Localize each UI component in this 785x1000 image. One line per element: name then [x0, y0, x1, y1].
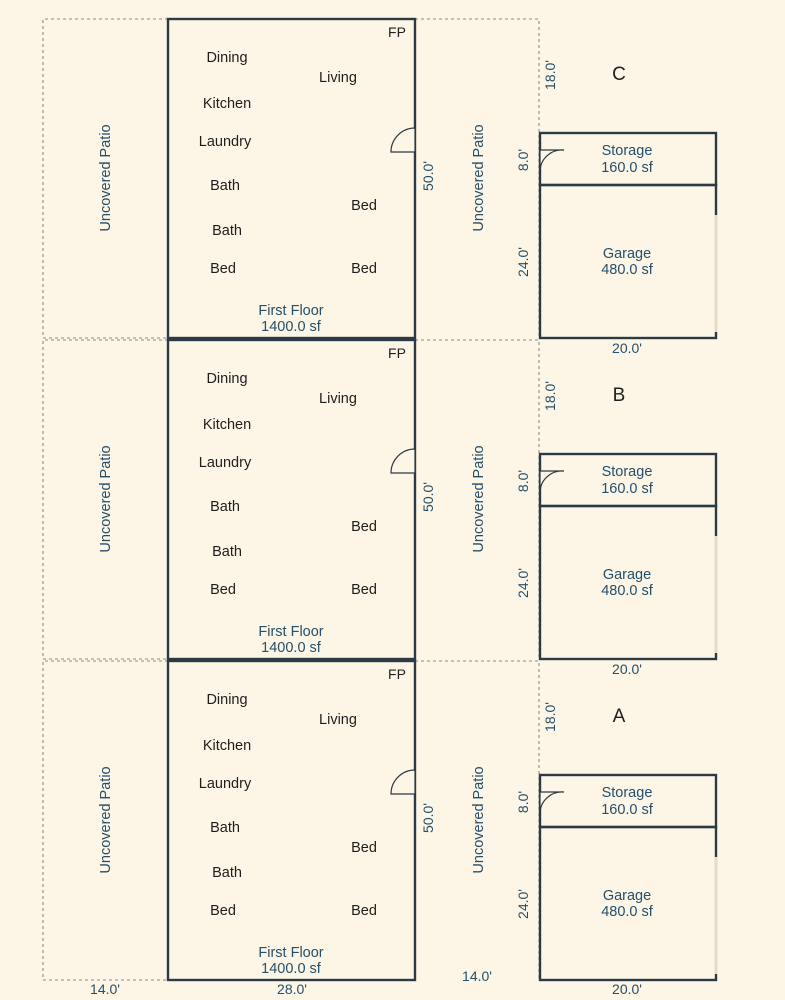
room-label-bath: Bath: [210, 820, 240, 836]
room-label-dining: Dining: [206, 50, 248, 66]
dim-garage-offset: 18.0': [542, 60, 558, 90]
storage-label: Storage: [601, 464, 653, 480]
garage-area-label: 480.0 sf: [601, 904, 653, 920]
dim-left-patio-width: 14.0': [90, 981, 120, 997]
house-walls: [168, 340, 415, 659]
dim-garage-width: 20.0': [612, 661, 642, 677]
garage-area-label: 480.0 sf: [601, 262, 653, 278]
dim-house-width: 28.0': [277, 981, 307, 997]
room-label-living: Living: [319, 70, 357, 86]
storage-area-label: 160.0 sf: [601, 802, 653, 818]
right-patio-label: Uncovered Patio: [471, 124, 487, 232]
dim-garage-depth: 24.0': [515, 247, 531, 277]
room-label-laundry: Laundry: [198, 776, 252, 792]
room-label-kitchen: Kitchen: [202, 417, 252, 433]
dim-garage-offset: 18.0': [542, 702, 558, 732]
left-patio-label: Uncovered Patio: [98, 124, 114, 232]
unit-letter: B: [612, 385, 626, 406]
left-patio-label: Uncovered Patio: [98, 445, 114, 553]
floor-area-label: 1400.0 sf: [261, 319, 321, 335]
room-label-bed-3: Bed: [351, 261, 377, 277]
room-label-living: Living: [319, 391, 357, 407]
unit-c: [43, 19, 716, 356]
dim-storage-depth: 8.0': [515, 148, 531, 172]
right-patio-label: Uncovered Patio: [471, 766, 487, 874]
unit-letter: A: [612, 706, 626, 727]
storage-area-label: 160.0 sf: [601, 481, 653, 497]
garage-label: Garage: [602, 567, 652, 583]
left-patio-label: Uncovered Patio: [98, 766, 114, 874]
dim-garage-width: 20.0': [612, 340, 642, 356]
unit-b: [43, 340, 716, 677]
entry-door: [391, 128, 415, 152]
house-walls: [168, 19, 415, 338]
storage-label: Storage: [601, 143, 653, 159]
storage-door: [540, 150, 564, 172]
room-label-laundry: Laundry: [198, 455, 252, 471]
garage-area-label: 480.0 sf: [601, 583, 653, 599]
room-label-bath-2: Bath: [212, 544, 242, 560]
house-walls: [168, 661, 415, 980]
fireplace-label: FP: [388, 24, 406, 40]
room-label-bed-2: Bed: [210, 903, 236, 919]
fireplace-label: FP: [388, 666, 406, 682]
room-label-bed: Bed: [351, 198, 377, 214]
room-label-kitchen: Kitchen: [202, 738, 252, 754]
entry-door: [391, 770, 415, 794]
room-label-living: Living: [319, 712, 357, 728]
floor-name-label: First Floor: [258, 303, 324, 319]
dim-right-patio-width: 14.0': [462, 968, 492, 984]
dim-house-depth: 50.0': [420, 161, 436, 191]
garage-label: Garage: [602, 246, 652, 262]
room-label-bed-3: Bed: [351, 582, 377, 598]
storage-area-label: 160.0 sf: [601, 160, 653, 176]
room-label-bath: Bath: [210, 178, 240, 194]
room-label-dining: Dining: [206, 371, 248, 387]
storage-door: [540, 471, 564, 493]
storage-label: Storage: [601, 785, 653, 801]
entry-door: [391, 449, 415, 473]
dim-garage-offset: 18.0': [542, 381, 558, 411]
garage-label: Garage: [602, 888, 652, 904]
room-label-laundry: Laundry: [198, 134, 252, 150]
room-label-bed-3: Bed: [351, 903, 377, 919]
room-label-bath-2: Bath: [212, 865, 242, 881]
room-label-bed-2: Bed: [210, 582, 236, 598]
dim-house-depth: 50.0': [420, 803, 436, 833]
floor-area-label: 1400.0 sf: [261, 961, 321, 977]
storage-walls: [540, 775, 716, 827]
fireplace-label: FP: [388, 345, 406, 361]
storage-walls: [540, 133, 716, 185]
unit-letter: C: [612, 64, 626, 85]
bottom-dimensions: [90, 968, 642, 997]
floor-name-label: First Floor: [258, 624, 324, 640]
floor-name-label: First Floor: [258, 945, 324, 961]
storage-door: [540, 792, 564, 814]
storage-walls: [540, 454, 716, 506]
floor-area-label: 1400.0 sf: [261, 640, 321, 656]
room-label-bath-2: Bath: [212, 223, 242, 239]
dim-storage-depth: 8.0': [515, 790, 531, 814]
dim-garage-width-bottom: 20.0': [612, 981, 642, 997]
room-label-bed: Bed: [351, 840, 377, 856]
unit-a: [43, 661, 716, 980]
room-label-dining: Dining: [206, 692, 248, 708]
dim-storage-depth: 8.0': [515, 469, 531, 493]
room-label-bed: Bed: [351, 519, 377, 535]
dim-garage-depth: 24.0': [515, 889, 531, 919]
room-label-bath: Bath: [210, 499, 240, 515]
right-patio-label: Uncovered Patio: [471, 445, 487, 553]
dim-house-depth: 50.0': [420, 482, 436, 512]
dim-garage-depth: 24.0': [515, 568, 531, 598]
room-label-bed-2: Bed: [210, 261, 236, 277]
room-label-kitchen: Kitchen: [202, 96, 252, 112]
